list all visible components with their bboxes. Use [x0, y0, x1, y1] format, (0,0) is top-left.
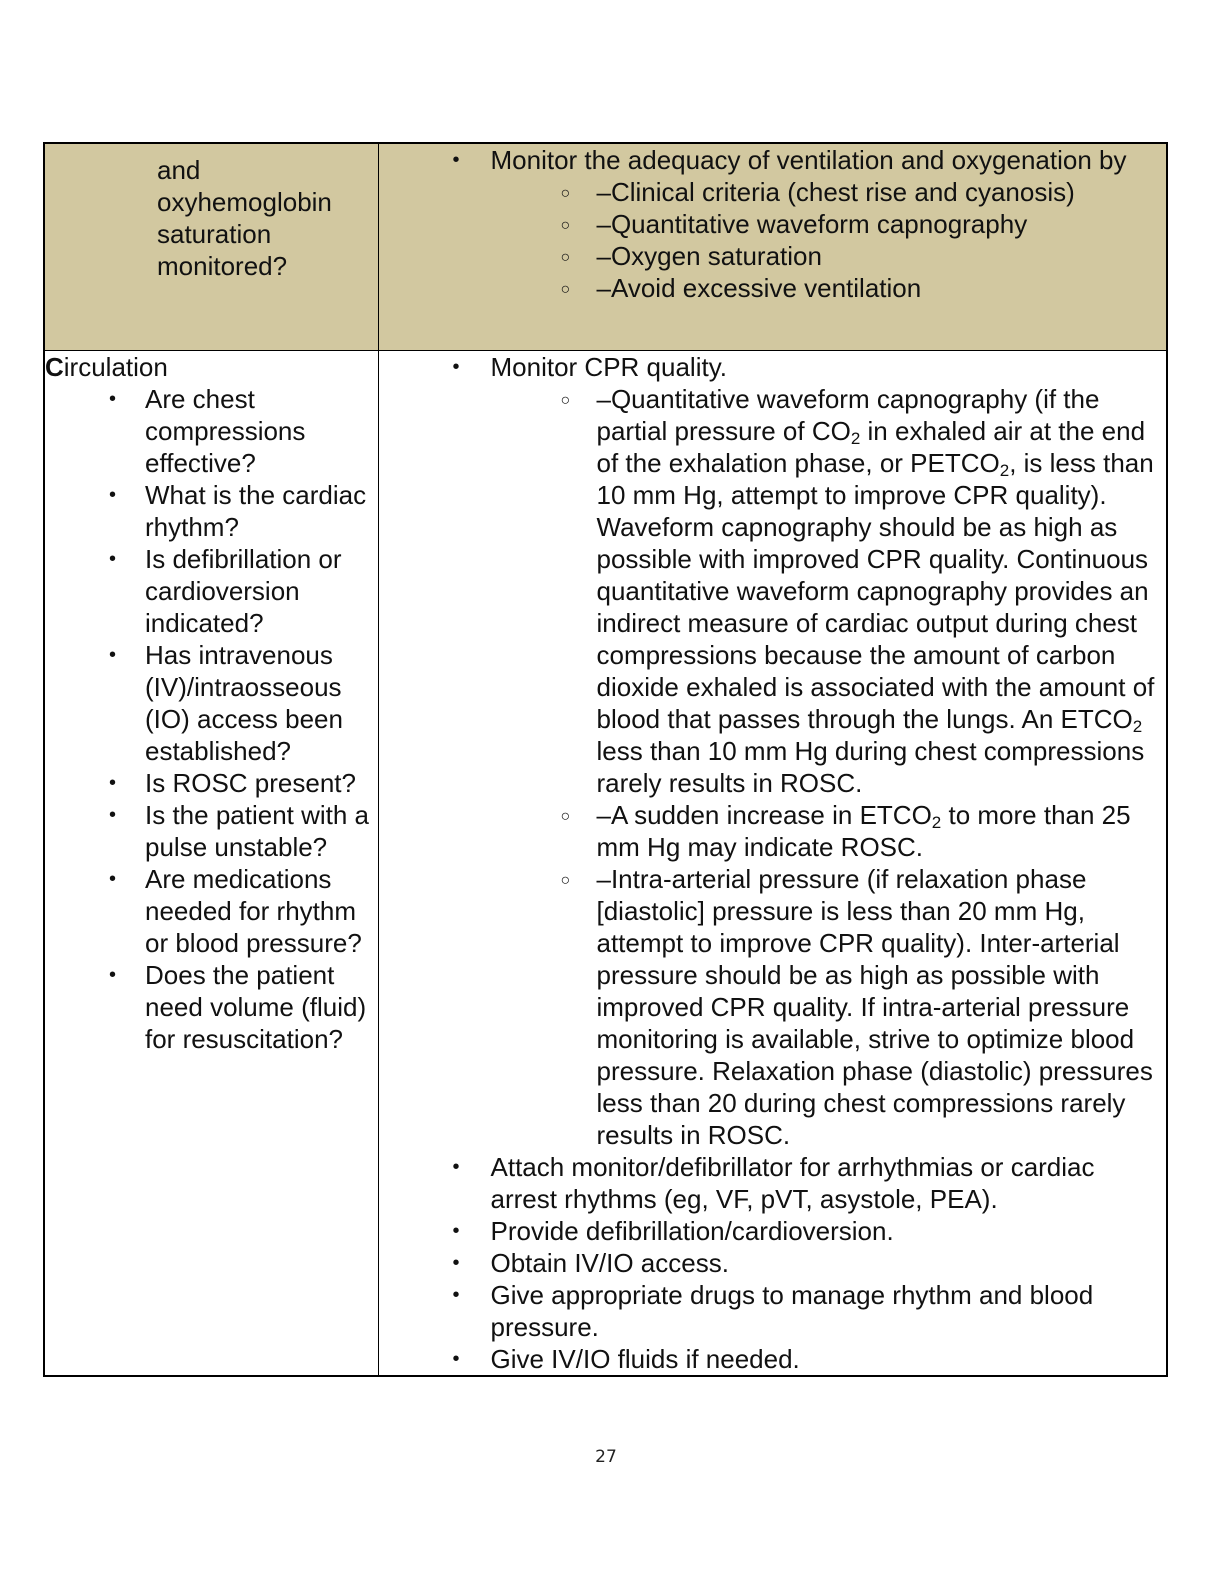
bullet-icon: •: [109, 548, 117, 570]
sub-list-item: [379, 272, 1167, 304]
circle-bullet-icon: ○: [560, 281, 571, 298]
sub-item-text: to more than 25 mm Hg may indicate ROSC.: [596, 800, 1131, 862]
list-item: [45, 479, 378, 543]
list-item: [45, 863, 378, 959]
action-text: Give IV/IO fluids if needed.: [490, 1344, 800, 1374]
bullet-icon: •: [452, 1284, 460, 1306]
circulation-action-cell: [378, 351, 1167, 1377]
sub-list-item: [379, 208, 1167, 240]
heading-rest: irculation: [63, 352, 168, 382]
circle-bullet-icon: ○: [560, 249, 571, 266]
list-item: [379, 351, 1167, 1151]
bullet-icon: •: [452, 356, 460, 378]
sub-item-text: –Intra-arterial pressure (if relaxation phase [diastolic] pressure is less than 20 mm Hg, attempt to improve CPR quality). Inter-arterial pressure should be as high as possible with improved CPR quality. If intra-arterial pressure monitoring is available, strive to optimize blood pressure. Relaxation phase (diastolic) pressures less than 20 during chest compressions rarely results in ROSC.: [596, 864, 1153, 1150]
question-text: Has intravenous (IV)/intraosseous (IO) access been established?: [145, 640, 343, 766]
list-item: [45, 959, 378, 1055]
bullet-icon: •: [109, 644, 117, 666]
action-text: Monitor CPR quality.: [490, 352, 727, 382]
page-number: 27: [595, 1447, 617, 1467]
subscript: 2: [999, 461, 1010, 480]
sub-item-text: , is less than 10 mm Hg, attempt to improve CPR quality). Waveform capnography should be as high as possible with improved CPR quality. Continuous quantitative waveform capnography provides an indirect measure of cardiac output during chest compressions because the amount of carbon dioxide exhaled is associated with the amount of blood that passes through the lungs. An ETCO: [596, 448, 1155, 734]
bullet-icon: •: [109, 964, 117, 986]
question-text: Are chest compressions effective?: [145, 384, 306, 478]
action-text: Obtain IV/IO access.: [490, 1248, 729, 1278]
action-text: Give appropriate drugs to manage rhythm and blood pressure.: [490, 1280, 1094, 1342]
sub-list-item: [379, 176, 1167, 208]
list-item: [379, 1343, 1167, 1375]
bullet-icon: •: [452, 1156, 460, 1178]
question-text: Is defibrillation or cardioversion indicated?: [145, 544, 342, 638]
airway-question-cell: [44, 143, 378, 351]
table-row-circulation: [44, 351, 1167, 1377]
list-item: [379, 1279, 1167, 1343]
subscript: 2: [850, 429, 861, 448]
question-text-line: and: [157, 155, 201, 185]
bullet-icon: •: [109, 388, 117, 410]
sub-item-text: in exhaled air at the end of the exhalation phase, or PETCO: [596, 416, 1146, 478]
question-text-line: oxyhemoglobin: [157, 187, 332, 217]
list-item: [45, 799, 378, 863]
sub-item-text: –Clinical criteria (chest rise and cyanosis): [596, 177, 1075, 207]
action-text: Monitor the adequacy of ventilation and oxygenation by: [490, 145, 1127, 175]
question-text-line: saturation: [157, 219, 272, 249]
assessment-table: [43, 142, 1168, 1377]
sub-item-text: –Avoid excessive ventilation: [596, 273, 922, 303]
sub-list-item-etco2: [379, 799, 1167, 863]
sub-item-text: –Oxygen saturation: [596, 241, 822, 271]
subscript: 2: [931, 813, 942, 832]
sub-item-text: –Quantitative waveform capnography (if the partial pressure of CO: [596, 384, 1100, 446]
list-item: [379, 1247, 1167, 1279]
question-text: Does the patient need volume (fluid) for resuscitation?: [145, 960, 367, 1054]
sub-list-item-capnography: [379, 383, 1167, 799]
action-text: Attach monitor/defibrillator for arrhythmias or cardiac arrest rhythms (eg, VF, pVT, asystole, PEA).: [490, 1152, 1095, 1214]
subscript: 2: [1132, 717, 1143, 736]
bullet-icon: •: [109, 868, 117, 890]
list-item: [45, 639, 378, 767]
circle-bullet-icon: ○: [560, 392, 571, 409]
question-text: What is the cardiac rhythm?: [145, 480, 367, 542]
section-heading-circulation: [45, 351, 378, 383]
question-text: Is the patient with a pulse unstable?: [145, 800, 370, 862]
list-item: [45, 767, 378, 799]
bullet-icon: •: [452, 1220, 460, 1242]
list-item: [379, 144, 1167, 304]
list-item: [379, 1215, 1167, 1247]
airway-action-cell: [378, 143, 1167, 351]
sub-item-text: –Quantitative waveform capnography: [596, 209, 1028, 239]
heading-initial: C: [45, 352, 64, 382]
bullet-icon: •: [452, 149, 460, 171]
bullet-icon: •: [452, 1348, 460, 1370]
bullet-icon: •: [109, 484, 117, 506]
sub-list-item: [379, 240, 1167, 272]
question-text: Are medications needed for rhythm or blood pressure?: [145, 864, 362, 958]
action-text: Provide defibrillation/cardioversion.: [490, 1216, 894, 1246]
bullet-icon: •: [452, 1252, 460, 1274]
list-item: [379, 1151, 1167, 1215]
list-item: [45, 383, 378, 479]
table-row-airway-monitoring: [44, 143, 1167, 351]
question-text: Is ROSC present?: [145, 768, 356, 798]
sub-item-text: less than 10 mm Hg during chest compressions rarely results in ROSC.: [596, 736, 1145, 798]
bullet-icon: •: [109, 804, 117, 826]
sub-item-text: –A sudden increase in ETCO: [596, 800, 932, 830]
circle-bullet-icon: ○: [560, 217, 571, 234]
circle-bullet-icon: ○: [560, 185, 571, 202]
circle-bullet-icon: ○: [560, 808, 571, 825]
list-item: [45, 543, 378, 639]
circulation-question-cell: [44, 351, 378, 1377]
question-text-line: monitored?: [157, 251, 288, 281]
sub-list-item-arterial: [379, 863, 1167, 1151]
circle-bullet-icon: ○: [560, 872, 571, 889]
bullet-icon: •: [109, 772, 117, 794]
